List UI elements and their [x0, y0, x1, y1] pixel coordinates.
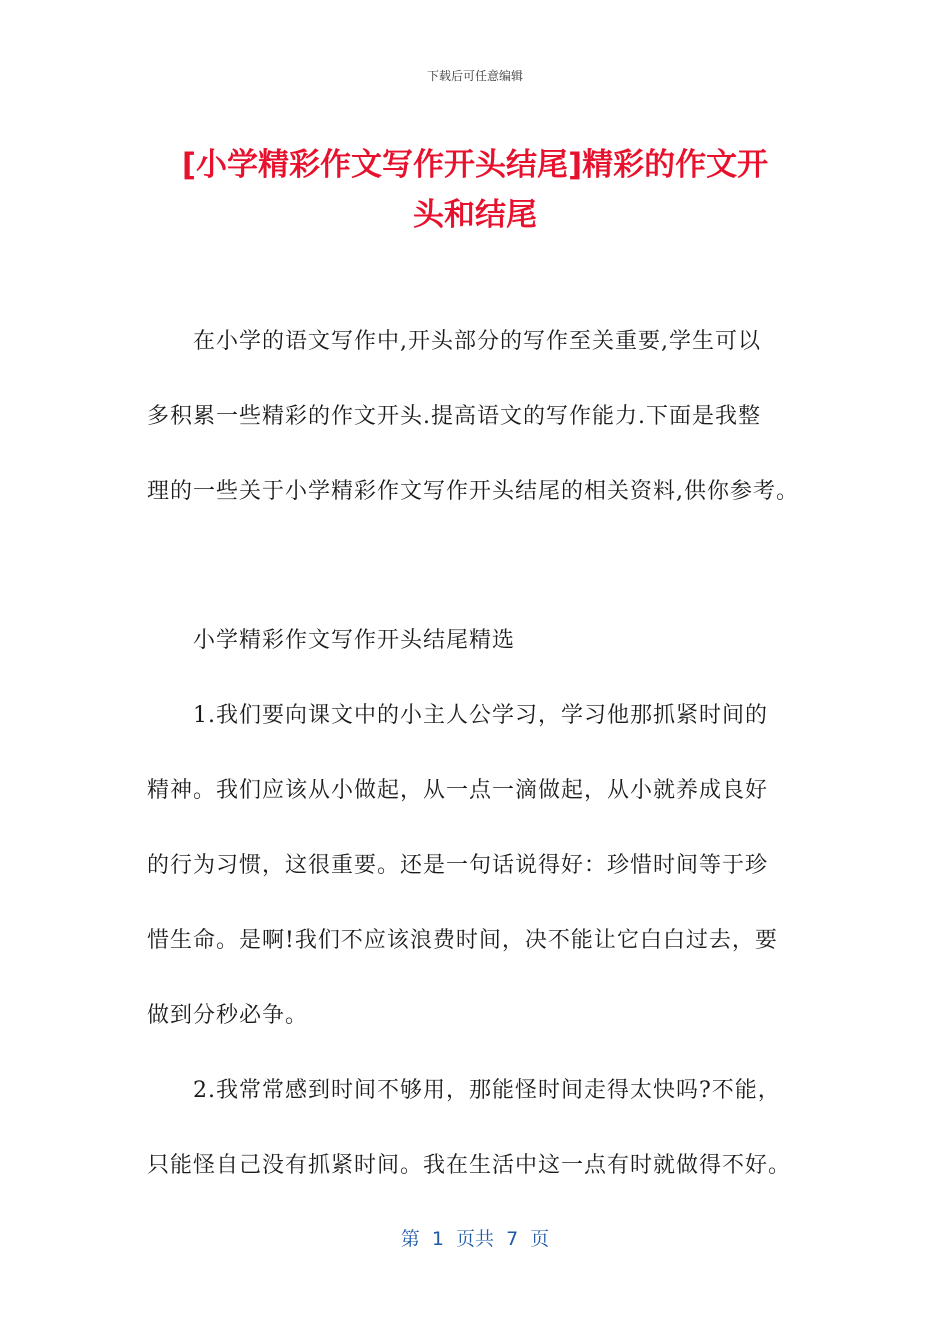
title-line-1: [小学精彩作文写作开头结尾]精彩的作文开 — [181, 147, 769, 183]
paragraph-line: 的行为习惯，这很重要。还是一句话说得好：珍惜时间等于珍 — [147, 853, 769, 878]
title-line-2: 头和结尾 — [413, 197, 537, 233]
paragraph-line: 理的一些关于小学精彩作文写作开头结尾的相关资料,供你参考。 — [147, 479, 799, 504]
page-title — [120, 140, 830, 240]
paragraph-line: 1.我们要向课文中的小主人公学习，学习他那抓紧时间的 — [193, 703, 768, 728]
section-heading: 小学精彩作文写作开头结尾精选 — [193, 628, 516, 653]
paragraph-line: 精神。我们应该从小做起，从一点一滴做起，从小就养成良好 — [147, 778, 769, 803]
paragraph-line: 在小学的语文写作中,开头部分的写作至关重要,学生可以 — [193, 329, 761, 354]
paragraph-line: 只能怪自己没有抓紧时间。我在生活中这一点有时就做得不好。 — [147, 1153, 792, 1178]
page-number-footer: 第 1 页共 7 页 — [400, 1228, 550, 1250]
paragraph-line: 做到分秒必争。 — [147, 1003, 309, 1028]
header-note: 下载后可任意编辑 — [426, 69, 523, 83]
paragraph-line: 多积累一些精彩的作文开头.提高语文的写作能力.下面是我整 — [147, 404, 761, 429]
paragraph-line: 惜生命。是啊!我们不应该浪费时间，决不能让它白白过去，要 — [147, 928, 778, 953]
paragraph-line: 2.我常常感到时间不够用，那能怪时间走得太快吗?不能， — [193, 1078, 781, 1103]
